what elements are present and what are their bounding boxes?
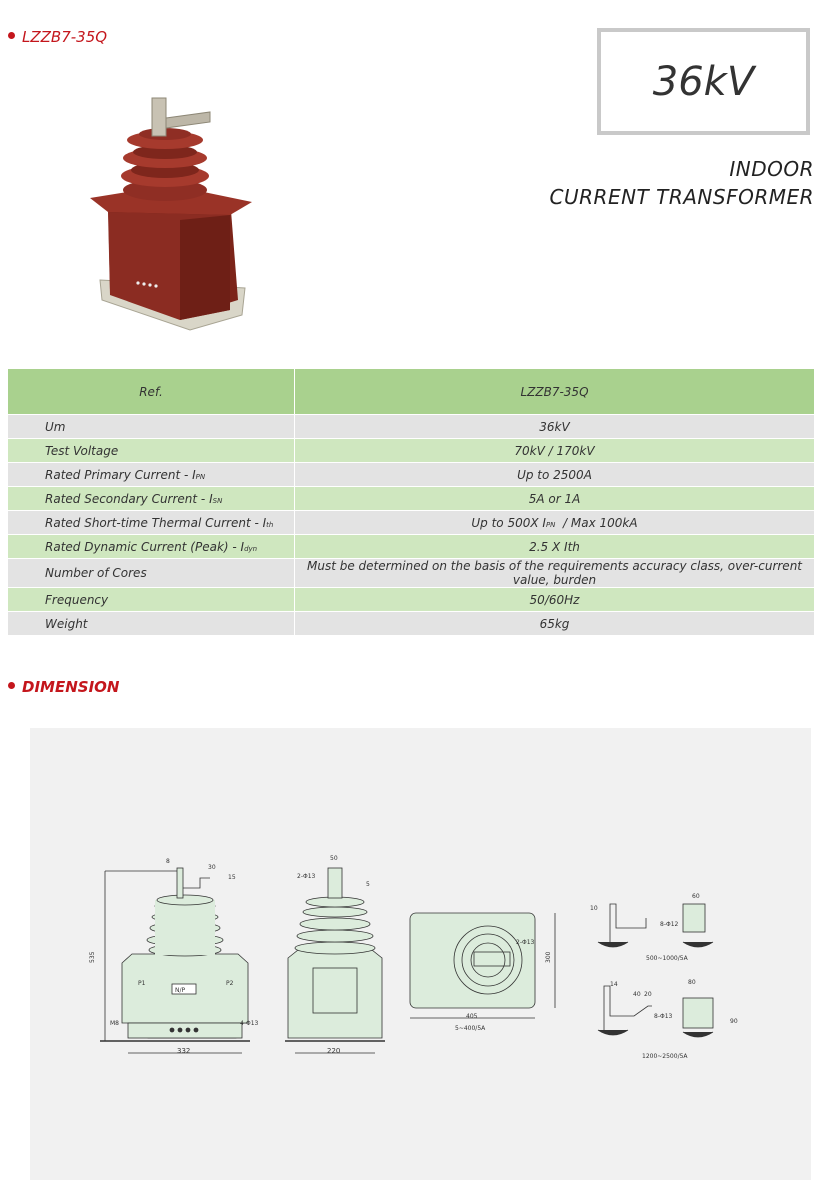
dim-30: 30 <box>208 864 216 871</box>
spec-row <box>8 535 814 559</box>
dim-40: 40 <box>633 991 641 998</box>
spec-label: Weight <box>8 612 295 636</box>
voltage-value: 36kV <box>652 58 755 105</box>
dimension-svg <box>30 728 811 1180</box>
spec-row <box>8 463 814 487</box>
spec-row <box>8 511 814 535</box>
top-view <box>410 913 555 1032</box>
dim-14: 14 <box>610 981 618 988</box>
model-header: LZZB7-35Q <box>295 369 815 415</box>
subtitle-indoor: INDOOR <box>729 157 814 181</box>
front-view <box>89 858 259 1055</box>
dim-60: 60 <box>692 893 700 900</box>
spec-label: Test Voltage <box>8 439 295 463</box>
terminal-details <box>590 893 738 1060</box>
spec-label: Rated Short-time Thermal Current - Ith <box>8 511 295 535</box>
product-photo <box>80 90 265 335</box>
ref-header: Ref. <box>8 369 295 415</box>
spec-value: 70kV / 170kV <box>295 439 815 463</box>
spec-value: 65kg <box>295 612 815 636</box>
spec-table-header <box>8 369 814 415</box>
np-label: N/P <box>175 987 186 994</box>
caption-1: 5~400/5A <box>455 1025 486 1032</box>
subtitle-current-transformer: CURRENT TRANSFORMER <box>549 185 814 209</box>
height-dim: 535 <box>89 951 96 963</box>
dim-2phi13: 2-Φ13 <box>297 873 316 880</box>
side-view <box>285 855 385 1055</box>
spec-label: Number of Cores <box>8 559 295 588</box>
spec-value: Up to 500X IPN / Max 100kA <box>295 511 815 535</box>
holes-label: 4-Φ13 <box>240 1020 259 1027</box>
dim-15: 15 <box>228 874 236 881</box>
dim-10: 10 <box>590 905 598 912</box>
dim-8phi12: 8-Φ12 <box>660 921 679 928</box>
spec-value: Up to 2500A <box>295 463 815 487</box>
dim-5: 5 <box>366 881 370 888</box>
caption-2: 500~1000/5A <box>646 955 688 962</box>
spec-row <box>8 439 814 463</box>
model-heading <box>8 28 107 46</box>
dim-20: 20 <box>644 991 652 998</box>
voltage-box <box>597 28 810 135</box>
spec-value: 2.5 X Ith <box>295 535 815 559</box>
dim-8: 8 <box>166 858 170 865</box>
dimension-heading <box>8 678 119 696</box>
base-depth-dim: 300 <box>545 951 552 963</box>
bullet-icon <box>8 682 15 689</box>
dim-50: 50 <box>330 855 338 862</box>
spec-label: Rated Dynamic Current (Peak) - Idyn <box>8 535 295 559</box>
spec-row <box>8 588 814 612</box>
spec-row <box>8 559 814 588</box>
spec-value: 36kV <box>295 415 815 439</box>
side-width-dim: 220 <box>327 1047 341 1055</box>
spec-table <box>8 369 814 636</box>
base-width-dim: 405 <box>466 1013 478 1020</box>
spec-label: Rated Primary Current - IPN <box>8 463 295 487</box>
spec-label: Um <box>8 415 295 439</box>
dimension-title: DIMENSION <box>22 678 120 696</box>
p1-label: P1 <box>138 980 146 987</box>
spec-label: Frequency <box>8 588 295 612</box>
dim-80: 80 <box>688 979 696 986</box>
spec-value: 50/60Hz <box>295 588 815 612</box>
spec-row <box>8 487 814 511</box>
dim-8phi13: 8-Φ13 <box>654 1013 673 1020</box>
spec-row <box>8 415 814 439</box>
bullet-icon <box>8 32 15 39</box>
dim-90: 90 <box>730 1018 738 1025</box>
spec-label: Rated Secondary Current - ISN <box>8 487 295 511</box>
spec-value: 5A or 1A <box>295 487 815 511</box>
dimension-drawing <box>30 728 811 1180</box>
p2-label: P2 <box>226 980 234 987</box>
spec-row <box>8 612 814 636</box>
m8-label: M8 <box>110 1020 119 1027</box>
front-width-dim: 332 <box>177 1047 191 1055</box>
top-dim-2phi13: 2-Φ13 <box>516 939 535 946</box>
spec-value: Must be determined on the basis of the requirements accuracy class, over-current value, burden <box>295 559 815 588</box>
caption-3: 1200~2500/5A <box>642 1053 688 1060</box>
model-name: LZZB7-35Q <box>22 28 108 46</box>
